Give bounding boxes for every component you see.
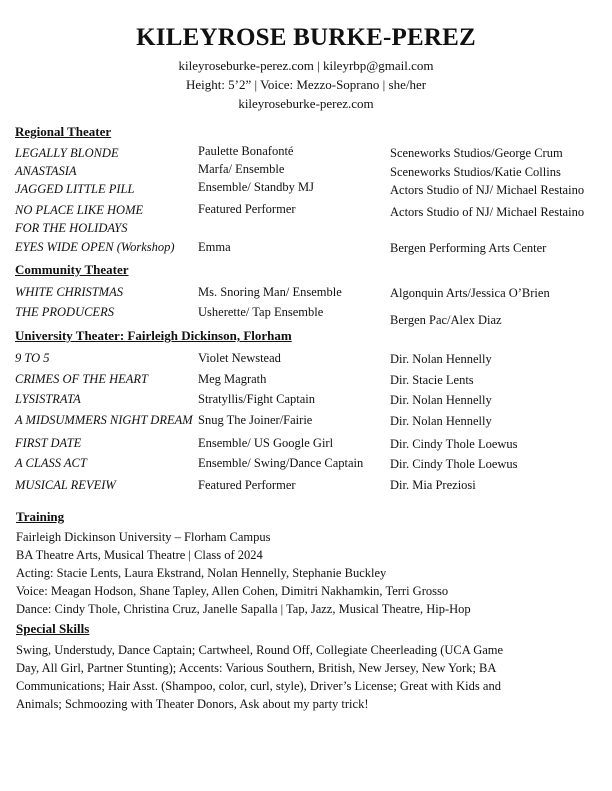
role: Ensemble/ Swing/Dance Captain: [198, 456, 364, 470]
training-line: Acting: Stacie Lents, Laura Ekstrand, Nolan Hennelly, Stephanie Buckley: [16, 566, 387, 580]
show-title: 9 TO 5: [15, 351, 50, 365]
show-title: FIRST DATE: [15, 436, 82, 450]
training-line: Voice: Meagan Hodson, Shane Tapley, Allen Cohen, Dimitri Nakhamkin, Terri Grosso: [16, 584, 449, 598]
company: Dir. Mia Preziosi: [390, 478, 476, 492]
skills-line: Animals; Schmoozing with Theater Donors, Ask about my party trick!: [16, 697, 369, 711]
role: Featured Performer: [198, 202, 296, 216]
show-title: EYES WIDE OPEN (Workshop): [15, 240, 175, 254]
show-title: A MIDSUMMERS NIGHT DREAM: [15, 413, 193, 427]
section-heading-skills: Special Skills: [16, 621, 90, 636]
show-title: JAGGED LITTLE PILL: [15, 182, 135, 196]
company: Dir. Cindy Thole Loewus: [390, 437, 518, 451]
company: Dir. Stacie Lents: [390, 373, 474, 387]
company: Bergen Performing Arts Center: [390, 241, 547, 255]
training-line: Fairleigh Dickinson University – Florham Campus: [16, 530, 271, 544]
resume-name: KILEYROSE BURKE-PEREZ: [136, 24, 476, 51]
show-title: MUSICAL REVEIW: [15, 478, 116, 492]
role: Snug The Joiner/Fairie: [198, 413, 313, 427]
show-title: LYSISTRATA: [15, 392, 81, 406]
show-title: THE PRODUCERS: [15, 305, 114, 319]
role: Ensemble/ Standby MJ: [198, 180, 314, 194]
training-line: Dance: Cindy Thole, Christina Cruz, Janelle Sapalla | Tap, Jazz, Musical Theatre, Hip-Hop: [16, 602, 471, 616]
website-line: kileyroseburke-perez.com: [238, 96, 374, 111]
section-heading-regional: Regional Theater: [15, 124, 112, 139]
role: Featured Performer: [198, 478, 296, 492]
role: Ms. Snoring Man/ Ensemble: [198, 285, 342, 299]
show-title: ANASTASIA: [15, 164, 77, 178]
show-title: WHITE CHRISTMAS: [15, 285, 123, 299]
show-title-continued: FOR THE HOLIDAYS: [15, 221, 128, 235]
company: Dir. Nolan Hennelly: [390, 352, 492, 366]
skills-line: Communications; Hair Asst. (Shampoo, color, curl, style), Driver’s License; Great with Kids and: [16, 679, 501, 693]
section-heading-university: University Theater: Fairleigh Dickinson, Florham: [15, 328, 292, 343]
company: Bergen Pac/Alex Diaz: [390, 313, 502, 327]
role: Ensemble/ US Google Girl: [198, 436, 334, 450]
role: Violet Newstead: [198, 351, 281, 365]
role: Paulette Bonafonté: [198, 144, 294, 158]
company: Actors Studio of NJ/ Michael Restaino: [390, 183, 585, 197]
contact-line: kileyroseburke-perez.com | kileyrbp@gmail.com: [178, 58, 434, 73]
role: Meg Magrath: [198, 372, 267, 386]
training-line: BA Theatre Arts, Musical Theatre | Class of 2024: [16, 548, 263, 562]
company: Sceneworks Studios/Katie Collins: [390, 165, 561, 179]
company: Actors Studio of NJ/ Michael Restaino: [390, 205, 585, 219]
role: Stratyllis/Fight Captain: [198, 392, 316, 406]
role: Emma: [198, 240, 231, 254]
show-title: A CLASS ACT: [15, 456, 87, 470]
company: Algonquin Arts/Jessica O’Brien: [390, 286, 550, 300]
stats-line: Height: 5’2” | Voice: Mezzo-Soprano | she/her: [185, 77, 427, 92]
company: Dir. Cindy Thole Loewus: [390, 457, 518, 471]
company: Dir. Nolan Hennelly: [390, 393, 492, 407]
role: Marfa/ Ensemble: [198, 162, 285, 176]
skills-line: Day, All Girl, Partner Stunting); Accents: Various Southern, British, New Jersey, New York; BA: [16, 661, 497, 675]
show-title: NO PLACE LIKE HOME: [15, 203, 144, 217]
role: Usherette/ Tap Ensemble: [198, 305, 324, 319]
company: Sceneworks Studios/George Crum: [390, 146, 563, 160]
company: Dir. Nolan Hennelly: [390, 414, 492, 428]
show-title: CRIMES OF THE HEART: [15, 372, 148, 386]
show-title: LEGALLY BLONDE: [15, 146, 119, 160]
skills-line: Swing, Understudy, Dance Captain; Cartwheel, Round Off, Collegiate Cheerleading (UCA Game: [16, 643, 504, 657]
section-heading-training: Training: [16, 509, 65, 524]
section-heading-community: Community Theater: [15, 262, 129, 277]
